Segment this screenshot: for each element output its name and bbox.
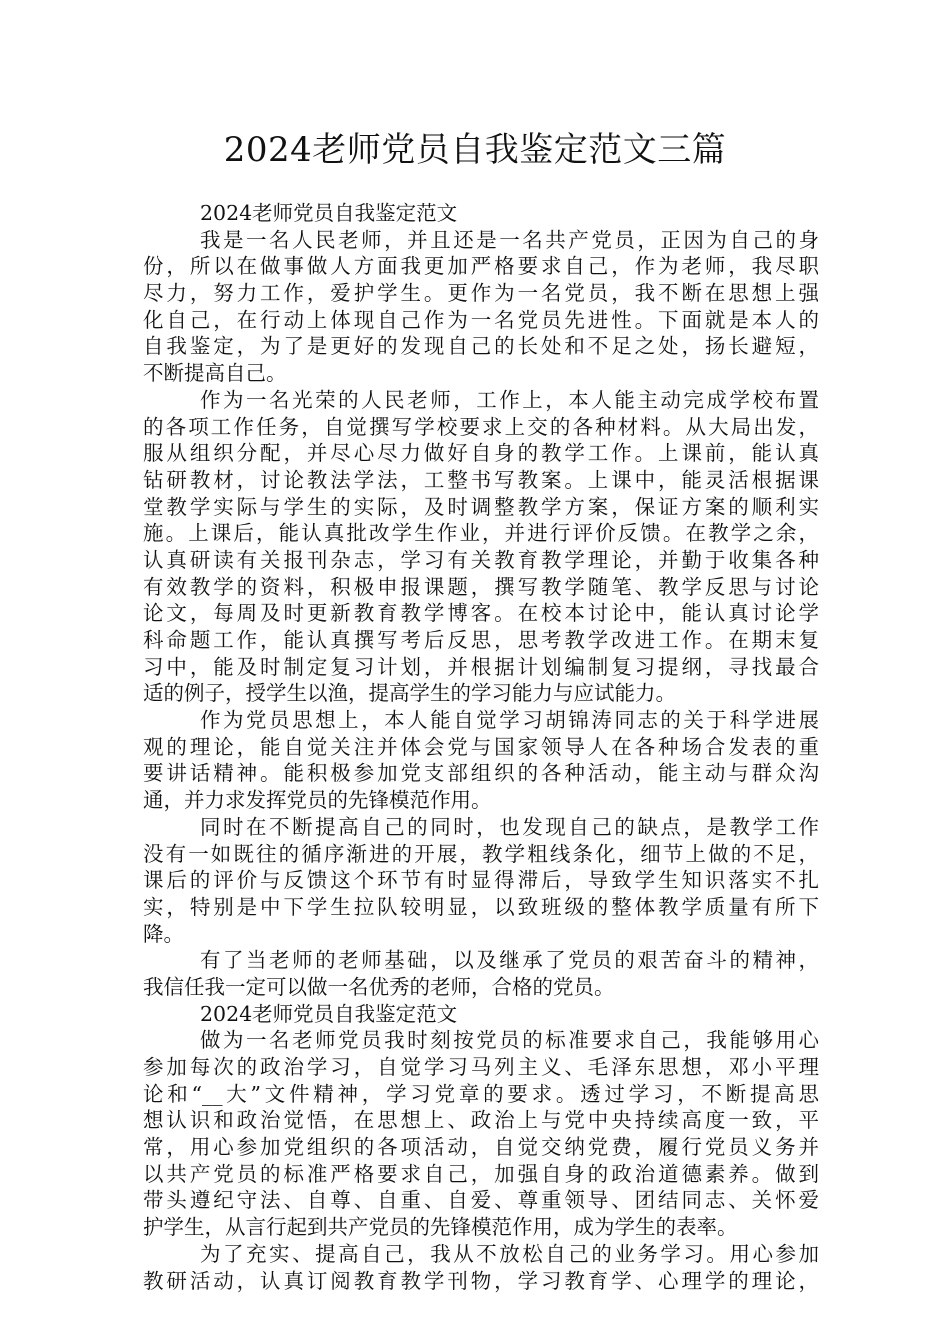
document-title: 2024老师党员自我鉴定范文三篇 bbox=[223, 130, 727, 170]
text-line: 尽力，努力工作，爱护学生。更作为一名党员，我不断在思想上强 bbox=[143, 281, 819, 306]
text-line: 我信任我一定可以做一名优秀的老师，合格的党员。 bbox=[143, 974, 615, 999]
text-line: 以共产党员的标准严格要求自己，加强自身的政治道德素养。做到 bbox=[143, 1161, 819, 1186]
text-line: 没有一如既往的循序渐进的开展，教学粗线条化，细节上做的不足， bbox=[143, 841, 819, 866]
text-line: 堂教学实际与学生的实际，及时调整教学方案，保证方案的顺利实 bbox=[143, 494, 819, 519]
text-line: 2024老师党员自我鉴定范文 bbox=[200, 201, 458, 225]
text-line: 带头遵纪守法、自尊、自重、自爱、尊重领导、团结同志、关怀爱 bbox=[143, 1188, 819, 1213]
text-line: 份，所以在做事做人方面我更加严格要求自己，作为老师，我尽职 bbox=[143, 254, 819, 279]
text-line: 做为一名老师党员我时刻按党员的标准要求自己，我能够用心 bbox=[200, 1028, 819, 1053]
text-line: 施。上课后，能认真批改学生作业，并进行评价反馈。在教学之余， bbox=[143, 521, 819, 546]
text-line: 作为党员思想上，本人能自觉学习胡锦涛同志的关于科学进展 bbox=[200, 708, 819, 733]
text-line: 课后的评价与反馈这个环节有时显得滞后，导致学生知识落实不扎 bbox=[143, 868, 819, 893]
text-line: 的各项工作任务，自觉撰写学校要求上交的各种材料。从大局出发， bbox=[143, 414, 819, 439]
text-line: 论和“__大”文件精神，学习党章的要求。透过学习，不断提高思 bbox=[143, 1081, 819, 1106]
text-line: 有效教学的资料，积极申报课题，撰写教学随笔、教学反思与讨论 bbox=[143, 574, 819, 599]
text-line: 习中，能及时制定复习计划，并根据计划编制复习提纲，寻找最合 bbox=[143, 654, 819, 679]
text-line: 教研活动，认真订阅教育教学刊物，学习教育学、心理学的理论， bbox=[143, 1268, 819, 1293]
text-line: 有了当老师的老师基础，以及继承了党员的艰苦奋斗的精神， bbox=[200, 948, 819, 973]
text-line: 科命题工作，能认真撰写考后反思，思考教学改进工作。在期末复 bbox=[143, 628, 819, 652]
text-line: 2024老师党员自我鉴定范文 bbox=[200, 1001, 458, 1026]
text-line: 论文，每周及时更新教育教学博客。在校本讨论中，能认真讨论学 bbox=[143, 601, 819, 626]
text-line: 观的理论，能自觉关注并体会党与国家领导人在各种场合发表的重 bbox=[143, 734, 819, 759]
text-line: 钻研教材，讨论教法学法，工整书写教案。上课中，能灵活根据课 bbox=[143, 467, 819, 492]
text-line: 同时在不断提高自己的同时，也发现自己的缺点，是教学工作 bbox=[200, 814, 819, 839]
text-line: 适的例子，授学生以渔，提高学生的学习能力与应试能力。 bbox=[143, 681, 676, 706]
text-line: 想认识和政治觉悟，在思想上、政治上与党中央持续高度一致，平 bbox=[143, 1108, 819, 1133]
text-line: 护学生，从言行起到共产党员的先锋模范作用，成为学生的表率。 bbox=[143, 1215, 738, 1240]
text-line: 参加每次的政治学习，自觉学习马列主义、毛泽东思想，邓小平理 bbox=[143, 1055, 819, 1079]
text-line: 通，并力求发挥党员的先锋模范作用。 bbox=[143, 788, 492, 813]
text-line: 认真研读有关报刊杂志，学习有关教育教学理论，并勤于收集各种 bbox=[143, 547, 819, 572]
text-line: 降。 bbox=[143, 921, 184, 946]
text-line: 作为一名光荣的人民老师，工作上，本人能主动完成学校布置 bbox=[200, 387, 819, 412]
text-line: 要讲话精神。能积极参加党支部组织的各种活动，能主动与群众沟 bbox=[143, 761, 819, 786]
text-line: 自我鉴定，为了是更好的发现自己的长处和不足之处，扬长避短， bbox=[143, 334, 819, 359]
text-line: 化自己，在行动上体现自己作为一名党员先进性。下面就是本人的 bbox=[143, 307, 819, 332]
text-line: 实，特别是中下学生拉队较明显，以致班级的整体教学质量有所下 bbox=[143, 894, 819, 919]
text-line: 常，用心参加党组织的各项活动，自觉交纳党费，履行党员义务并 bbox=[143, 1135, 819, 1160]
text-line: 服从组织分配，并尽心尽力做好自身的教学工作。上课前，能认真 bbox=[143, 441, 819, 466]
text-line: 不断提高自己。 bbox=[143, 361, 287, 386]
text-line: 为了充实、提高自己，我从不放松自己的业务学习。用心参加 bbox=[200, 1241, 819, 1266]
document-body bbox=[143, 200, 819, 1294]
text-line: 我是一名人民老师，并且还是一名共产党员，正因为自己的身 bbox=[200, 227, 819, 252]
